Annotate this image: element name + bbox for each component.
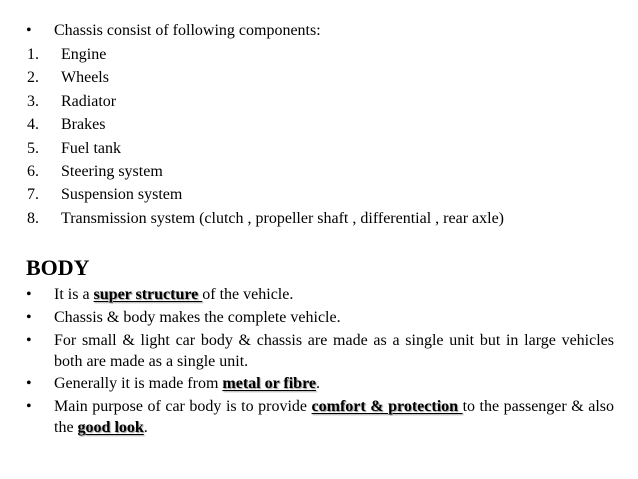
bullet-text: Generally it is made from metal or fibre. — [54, 375, 320, 392]
item-text: Steering system — [61, 163, 163, 180]
item-number: 8. — [27, 210, 39, 227]
item-text: Fuel tank — [61, 140, 121, 157]
bullet-text: Chassis & body makes the complete vehicle. — [54, 309, 341, 326]
bullet-marker: • — [26, 375, 32, 392]
bullet-marker: • — [26, 286, 32, 303]
highlight-good-look: good look — [77, 419, 144, 436]
bullet-marker: • — [26, 309, 32, 326]
chassis-intro-text: Chassis consist of following components: — [54, 22, 321, 39]
bullet-marker: • — [26, 398, 32, 415]
item-number: 7. — [27, 186, 39, 203]
item-number: 4. — [27, 116, 39, 133]
item-text: Suspension system — [61, 186, 183, 203]
highlight-comfort-protection: comfort & protection — [311, 398, 463, 415]
item-text: Transmission system (clutch , propeller shaft , differential , rear axle) — [61, 210, 504, 227]
highlight-super-structure: super structure — [93, 286, 203, 303]
item-text: Brakes — [61, 116, 106, 133]
item-number: 3. — [27, 93, 39, 110]
bullet-text: It is a super structure of the vehicle. — [54, 286, 294, 303]
item-text: Engine — [61, 46, 107, 63]
body-heading: BODY — [26, 255, 90, 280]
highlight-metal-or-fibre: metal or fibre — [222, 375, 316, 392]
bullet-text: Main purpose of car body is to provide comfort & protection to the passenger & also the good look. — [54, 398, 615, 436]
item-number: 6. — [27, 163, 39, 180]
item-text: Wheels — [61, 69, 109, 86]
item-number: 1. — [27, 46, 39, 63]
item-number: 2. — [27, 69, 39, 86]
item-number: 5. — [27, 140, 39, 157]
item-text: Radiator — [61, 93, 117, 110]
bullet-marker: • — [26, 332, 32, 349]
bullet-marker: • — [26, 22, 32, 39]
bullet-text: For small & light car body & chassis are made as a single unit but in large vehicles both are made as a single unit. — [54, 332, 614, 370]
